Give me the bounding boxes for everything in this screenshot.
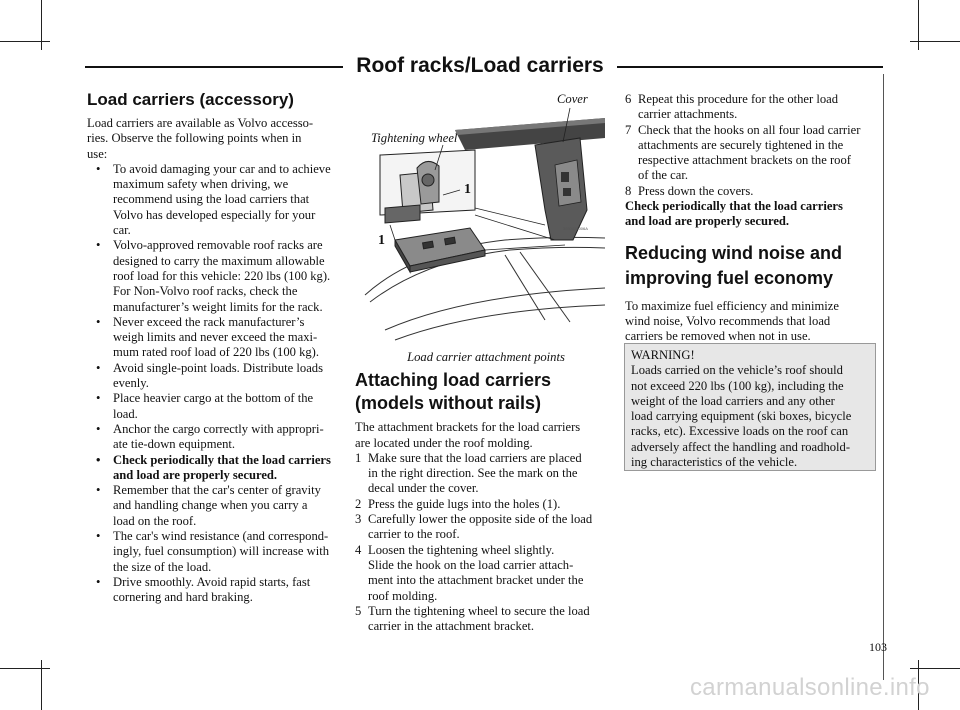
warning-text: Loads carried on the vehicle’s roof should not exceed 220 lbs (100 kg), including the weight of the load carriers and any other load carrying equipment (ski boxes, bicycle racks, etc). Excessive loads on the roof can adversely affect the handling and roadhold- ing characteristics of the vehicle. — [631, 363, 852, 470]
step-item: 7 Check that the hooks on all four load carrier attachments are securely tightened in the respective attachment brackets on the roof of the car. — [625, 122, 861, 183]
section-heading: Reducing wind noise and improving fuel economy — [625, 242, 843, 288]
bullet-item: • The car's wind resistance (and correspond- ingly, fuel consumption) will increase with the size of the load. — [87, 529, 337, 575]
fuel-economy-paragraph: To maximize fuel efficiency and minimize wind noise, Volvo recommends that load carriers be removed when not in use. — [625, 298, 839, 344]
callout-number: 1 — [378, 233, 385, 248]
bullet-item: • To avoid damaging your car and to achieve maximum safety when driving, we recommend using the load carriers that Volvo has developed especially for your car. — [87, 162, 337, 238]
page-header-title: Roof racks/Load carriers — [356, 54, 604, 77]
step-item: 1 Make sure that the load carriers are placed in the right direction. See the mark on the decal under the cover. — [355, 450, 582, 496]
page-number: 103 — [869, 640, 887, 654]
bullet-item: • Never exceed the rack manufacturer’s weigh limits and never exceed the maxi- mum rated roof load of 220 lbs (100 kg). — [87, 315, 337, 361]
left-column — [87, 89, 337, 606]
section-heading: Load carriers (accessory) — [87, 90, 294, 109]
inset-bracket — [380, 150, 485, 272]
bullet-item: • Anchor the cargo correctly with appropri- ate tie-down equipment. — [87, 422, 337, 453]
load-carrier-illustration — [355, 90, 610, 345]
step-item: 8 Press down the covers. — [625, 183, 754, 198]
bullet-item: • Remember that the car's center of gravity and handling change when you carry a load on the roof. — [87, 483, 337, 529]
crop-mark — [910, 41, 960, 42]
check-note: Check periodically that the load carriers and load are properly secured. — [625, 199, 843, 229]
step-item: 6 Repeat this procedure for the other load carrier attachments. — [625, 92, 839, 122]
middle-column — [355, 350, 617, 634]
step-item: 3 Carefully lower the opposite side of the load carrier to the roof. — [355, 512, 593, 542]
watermark: carmanualsonline.info — [690, 674, 930, 701]
warning-title: WARNING! — [631, 348, 695, 362]
crop-mark — [0, 41, 50, 42]
bullet-item: • Place heavier cargo at the bottom of the load. — [87, 391, 337, 422]
carrier-bar — [455, 118, 605, 150]
cover-label: Cover — [557, 92, 588, 106]
bullet-item: • Avoid single-point loads. Distribute loads evenly. — [87, 361, 337, 392]
figure-code: 3950020006A — [563, 226, 588, 231]
step-item: 4 Loosen the tightening wheel slightly. Slide the hook on the load carrier attach- ment into the attachment bracket under the roof molding. — [355, 542, 584, 603]
intro-paragraph: The attachment brackets for the load carriers are located under the roof molding. — [355, 420, 581, 450]
header-rule-left — [85, 66, 343, 68]
section-heading: Attaching load carriers (models without rails) — [355, 370, 552, 414]
callout-number: 1 — [464, 182, 471, 197]
step-item: 2 Press the guide lugs into the holes (1). — [355, 496, 561, 511]
crop-mark — [41, 0, 42, 50]
bullet-item-bold: • Check periodically that the load carriers and load are properly secured. — [87, 453, 337, 484]
bullet-item: • Volvo-approved removable roof racks are designed to carry the maximum allowable roof load for this vehicle: 220 lbs (100 kg). For Non-Volvo roof racks, check the manufacturer’s weight limits for the rack. — [87, 238, 337, 314]
bullet-item: • Drive smoothly. Avoid rapid starts, fast cornering and hard braking. — [87, 575, 337, 606]
crop-mark — [0, 668, 50, 669]
crop-mark — [910, 668, 960, 669]
tightening-wheel-label: Tightening wheel — [371, 131, 458, 145]
figure-caption: Load carrier attachment points — [407, 350, 565, 364]
warning-box — [624, 343, 876, 471]
intro-paragraph: Load carriers are available as Volvo accesso- ries. Observe the following points when in use: — [87, 116, 314, 161]
crop-mark — [918, 0, 919, 50]
right-column — [625, 92, 880, 345]
step-item: 5 Turn the tightening wheel to secure the load carrier in the attachment bracket. — [355, 603, 590, 634]
header-rule-right — [617, 66, 883, 68]
right-margin-rule — [883, 74, 884, 680]
